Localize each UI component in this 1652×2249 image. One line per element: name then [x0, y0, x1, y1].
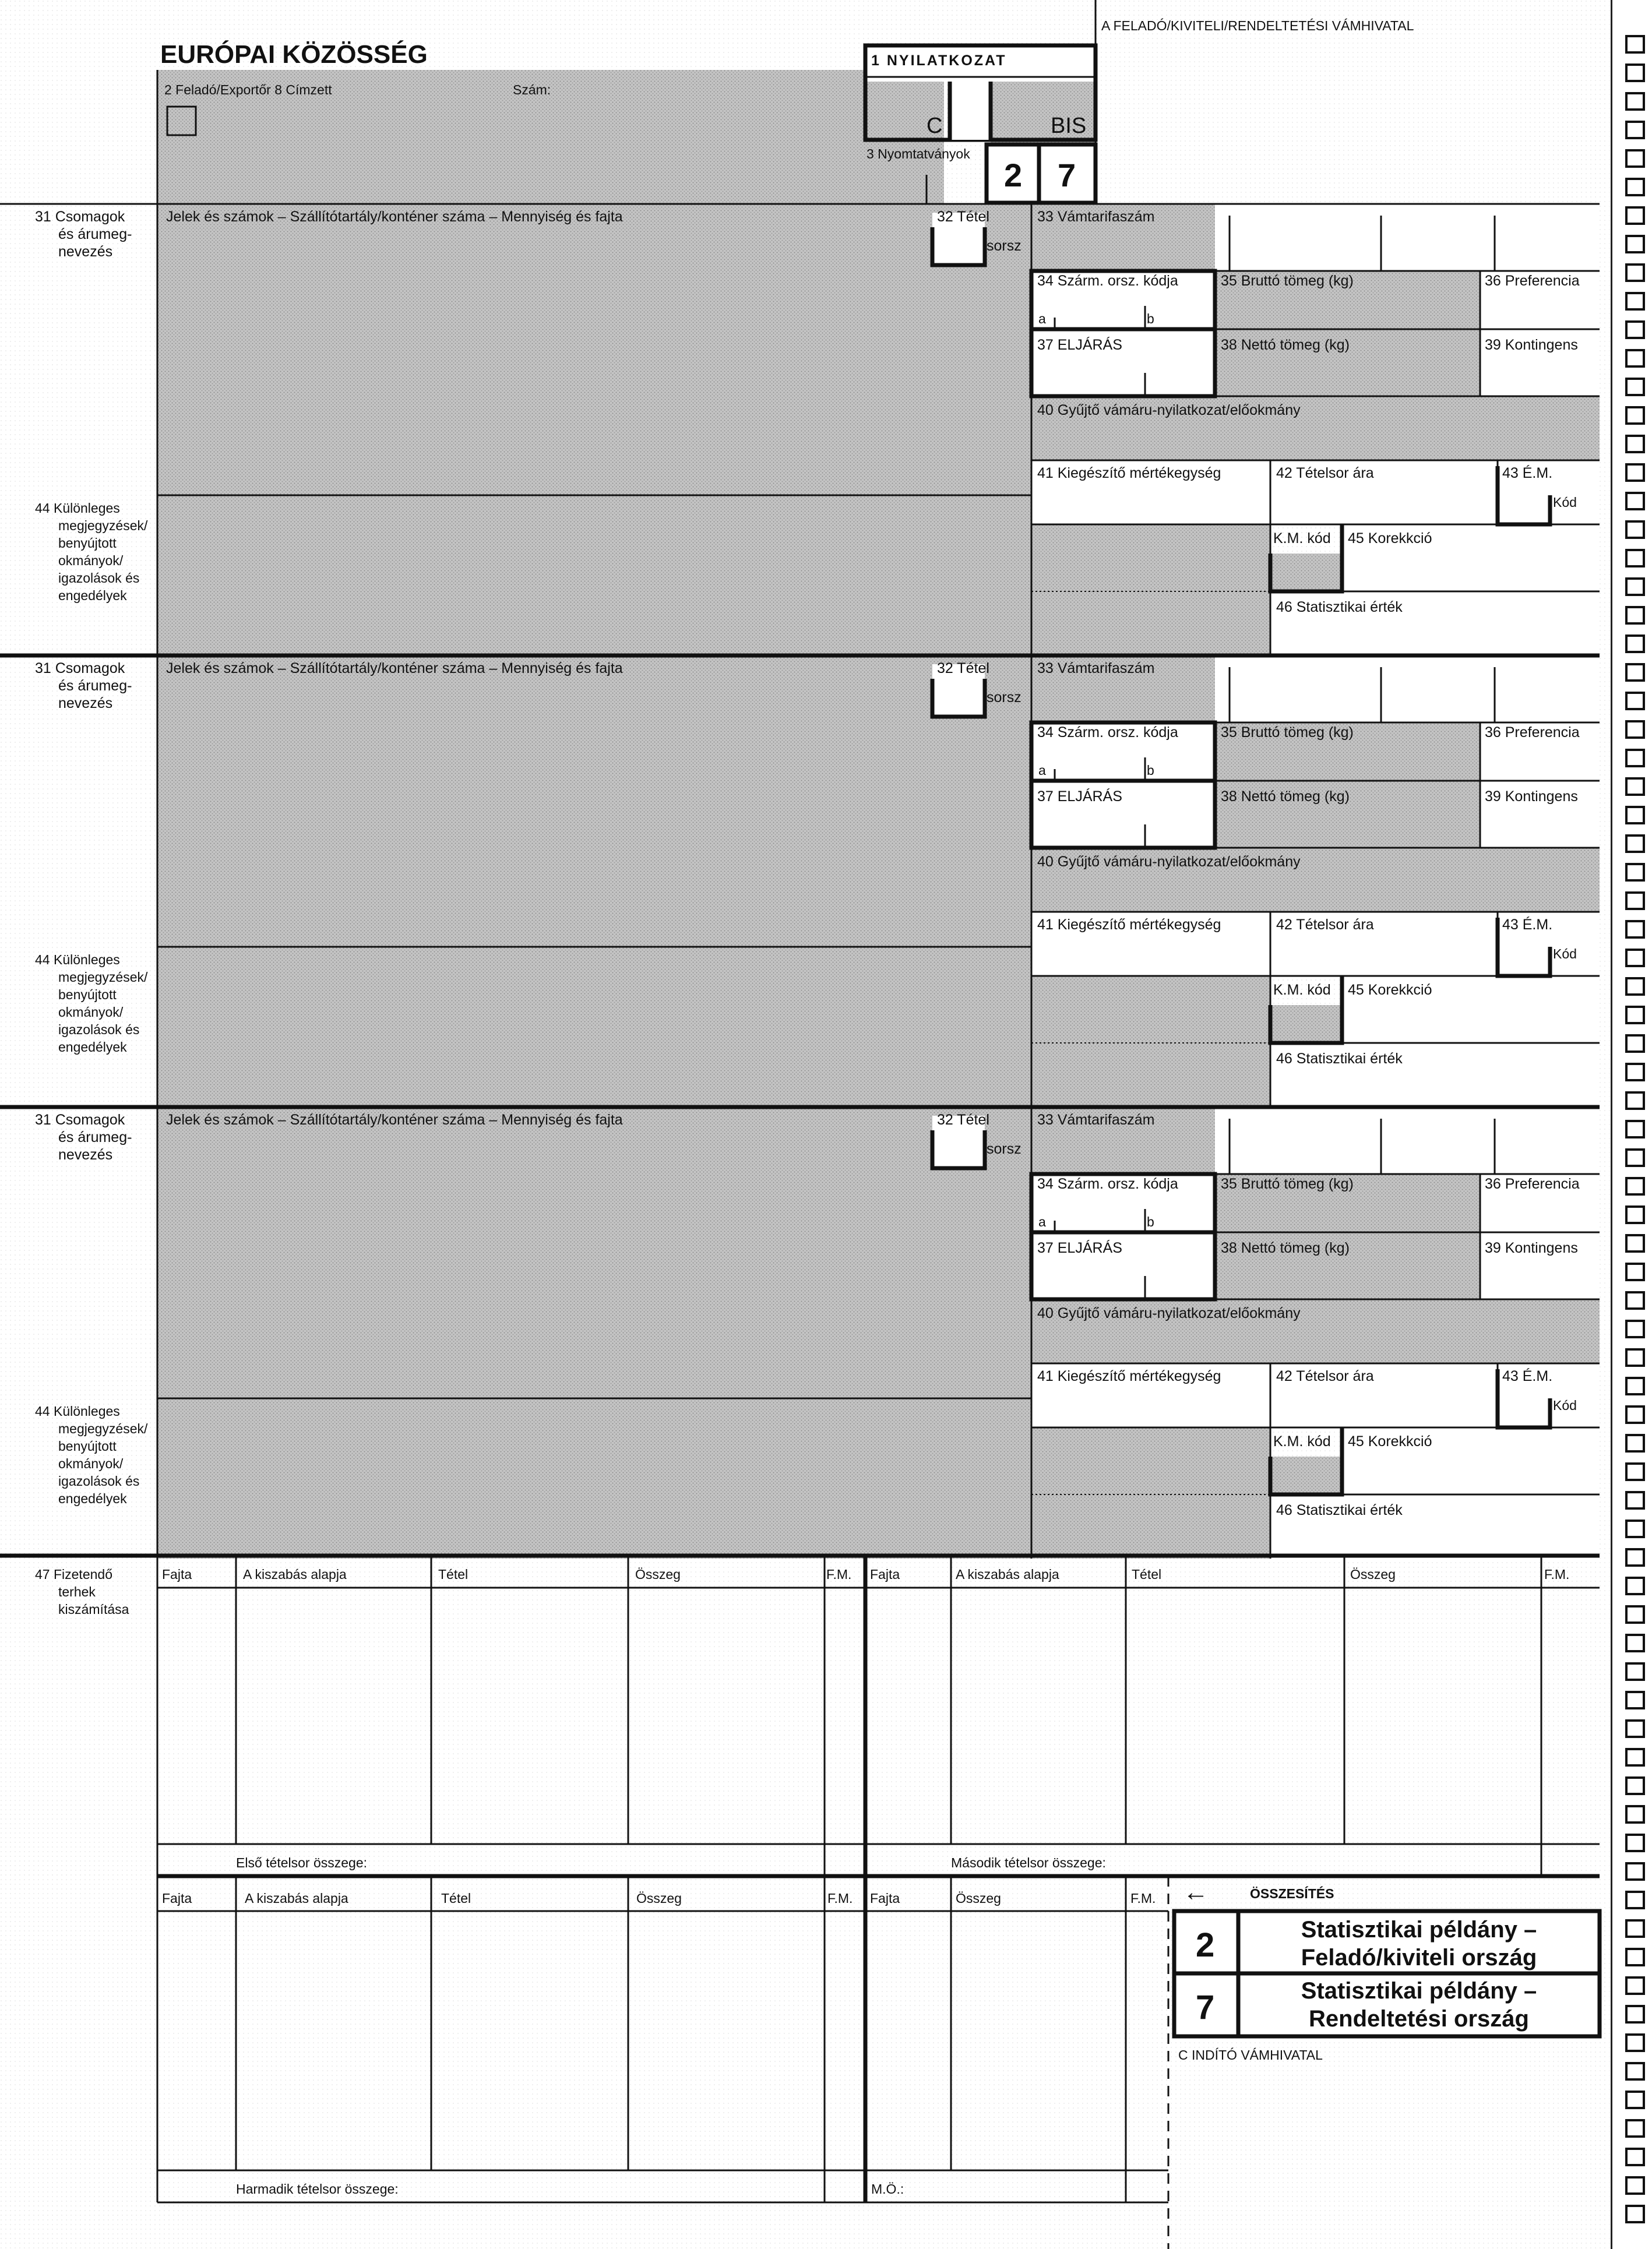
copy-right-number: 7	[1058, 157, 1076, 193]
feed-hole	[1625, 1662, 1645, 1681]
b44-label-2: megjegyzések/	[58, 970, 148, 985]
declaration-label: 1 NYILATKOZAT	[871, 52, 1007, 69]
charges-fajta-4: Fajta	[870, 1891, 900, 1906]
preference-label: 36 Preferencia	[1485, 724, 1580, 741]
gross-mass-label: 35 Bruttó tömeg (kg)	[1221, 273, 1354, 289]
b44-label-2: megjegyzések/	[58, 518, 148, 533]
feed-hole	[1625, 1320, 1645, 1338]
copy-2-number: 2	[1196, 1926, 1215, 1964]
item-no-label: 32 Tétel	[937, 660, 989, 676]
consignor-label: 2 Feladó/Exportőr 8 Címzett	[164, 82, 332, 97]
b31-label-1: 31 Csomagok	[35, 209, 125, 225]
charges-osszeg-1: Összeg	[635, 1567, 681, 1582]
feed-hole	[1625, 1948, 1645, 1966]
item-no-label: 32 Tétel	[937, 1112, 989, 1128]
item-price-label: 42 Tételsor ára	[1276, 1368, 1374, 1384]
feed-hole	[1625, 320, 1645, 339]
item-price-label: 42 Tételsor ára	[1276, 465, 1374, 481]
charges-alap-3: A kiszabás alapja	[245, 1891, 348, 1906]
feed-hole	[1625, 920, 1645, 939]
tariff-label: 33 Vámtarifaszám	[1037, 209, 1155, 225]
feed-hole	[1625, 2148, 1645, 2166]
origin-label: 34 Szárm. orsz. kódja	[1037, 273, 1178, 289]
feed-hole	[1625, 1805, 1645, 1824]
feed-hole	[1625, 1462, 1645, 1481]
feed-hole	[1625, 1748, 1645, 1767]
statistical-value-label: 46 Statisztikai érték	[1276, 599, 1403, 615]
copy-7-line2: Rendeltetési ország	[1309, 2006, 1529, 2032]
feed-hole	[1625, 2033, 1645, 2052]
summary-label: ÖSSZESÍTÉS	[1250, 1886, 1334, 1901]
feed-hole	[1625, 977, 1645, 996]
feed-hole	[1625, 520, 1645, 539]
feed-hole	[1625, 2062, 1645, 2081]
b44-label-6: engedélyek	[58, 588, 127, 603]
feed-hole	[1625, 1719, 1645, 1738]
feed-hole	[1625, 35, 1645, 54]
number-label: Szám:	[513, 82, 551, 97]
net-mass-label: 38 Nettó tömeg (kg)	[1221, 1240, 1350, 1256]
marks-label: Jelek és számok – Szállítótartály/konténer száma – Mennyiség és fajta	[166, 660, 623, 676]
feed-hole	[1625, 1605, 1645, 1624]
em-label: 43 É.M.	[1502, 465, 1553, 481]
preference-label: 36 Preferencia	[1485, 273, 1580, 289]
quota-label: 39 Kontingens	[1485, 337, 1578, 353]
b31-label-1: 31 Csomagok	[35, 1112, 125, 1128]
feed-hole	[1625, 1405, 1645, 1424]
em-label: 43 É.M.	[1502, 916, 1553, 933]
feed-hole	[1625, 235, 1645, 253]
feed-hole	[1625, 577, 1645, 596]
statistical-value-label: 46 Statisztikai érték	[1276, 1502, 1403, 1518]
declaration-c: C	[927, 114, 943, 138]
feed-hole	[1625, 406, 1645, 425]
procedure-label: 37 ELJÁRÁS	[1037, 337, 1122, 353]
b44-label-1: 44 Különleges	[35, 952, 120, 967]
feed-hole	[1625, 692, 1645, 710]
origin-label: 34 Szárm. orsz. kódja	[1037, 1176, 1178, 1192]
feed-hole	[1625, 292, 1645, 311]
charges-tetel-2: Tétel	[1132, 1567, 1162, 1582]
tariff-label: 33 Vámtarifaszám	[1037, 1112, 1155, 1128]
feed-hole	[1625, 549, 1645, 567]
marks-label: Jelek és számok – Szállítótartály/konténer száma – Mennyiség és fajta	[166, 1112, 623, 1128]
summary-arrow-icon: ←	[1183, 1878, 1209, 1906]
mo-label: M.Ö.:	[871, 2181, 904, 2197]
b44-label-5: igazolások és	[58, 1022, 140, 1037]
sorsz-label: sorsz	[987, 238, 1022, 254]
feed-hole	[1625, 1491, 1645, 1510]
b31-label-3: nevezés	[58, 244, 113, 260]
net-mass-label: 38 Nettó tömeg (kg)	[1221, 337, 1350, 353]
feed-hole	[1625, 777, 1645, 796]
item-price-label: 42 Tételsor ára	[1276, 916, 1374, 933]
kod-label: Kód	[1553, 1398, 1577, 1413]
feed-hole	[1625, 1634, 1645, 1652]
feed-hole	[1625, 64, 1645, 82]
feed-hole	[1625, 1834, 1645, 1852]
b31-label-2: és árumeg-	[58, 226, 132, 242]
summary-declaration-label: 40 Gyűjtő vámáru-nyilatkozat/előokmány	[1037, 402, 1301, 418]
feed-hole	[1625, 634, 1645, 653]
feed-hole	[1625, 720, 1645, 739]
procedure-label: 37 ELJÁRÁS	[1037, 1240, 1122, 1256]
b31-label-3: nevezés	[58, 1147, 113, 1163]
kod-label: Kód	[1553, 946, 1577, 961]
feed-hole	[1625, 1862, 1645, 1881]
km-code-label: K.M. kód	[1273, 1433, 1331, 1450]
charges-fajta-2: Fajta	[870, 1567, 900, 1582]
summary-declaration-label: 40 Gyűjtő vámáru-nyilatkozat/előokmány	[1037, 1305, 1301, 1321]
feed-hole	[1625, 1263, 1645, 1281]
feed-hole	[1625, 806, 1645, 824]
box-a-label: A FELADÓ/KIVITELI/RENDELTETÉSI VÁMHIVATAL	[1101, 18, 1414, 33]
procedure-label: 37 ELJÁRÁS	[1037, 788, 1122, 805]
feed-hole	[1625, 1377, 1645, 1395]
charges-fajta-1: Fajta	[162, 1567, 192, 1582]
feed-hole	[1625, 92, 1645, 111]
feed-hole	[1625, 1348, 1645, 1367]
feed-hole	[1625, 149, 1645, 168]
feed-hole	[1625, 1577, 1645, 1595]
feed-hole	[1625, 1120, 1645, 1138]
feed-hole	[1625, 1434, 1645, 1453]
second-total-label: Második tételsor összege:	[951, 1855, 1106, 1870]
feed-hole	[1625, 378, 1645, 396]
b44-label-4: okmányok/	[58, 1004, 124, 1020]
feed-hole	[1625, 1976, 1645, 1995]
charges-alap-1: A kiszabás alapja	[243, 1567, 347, 1582]
feed-hole	[1625, 606, 1645, 625]
quota-label: 39 Kontingens	[1485, 788, 1578, 805]
correction-label: 45 Korekkció	[1348, 530, 1432, 547]
b44-label-5: igazolások és	[58, 1474, 140, 1489]
feed-hole	[1625, 349, 1645, 368]
copy-2-line1: Statisztikai példány –	[1301, 1917, 1537, 1943]
b44-label-4: okmányok/	[58, 1456, 124, 1471]
feed-hole	[1625, 1776, 1645, 1795]
charges-fm-4: F.M.	[1130, 1891, 1156, 1906]
b44-label-3: benyújtott	[58, 1439, 117, 1454]
first-total-label: Első tételsor összege:	[236, 1855, 368, 1870]
feed-hole	[1625, 1091, 1645, 1110]
charges-fm-2: F.M.	[1544, 1567, 1570, 1582]
origin-label: 34 Szárm. orsz. kódja	[1037, 724, 1178, 741]
office-c-label: C INDÍTÓ VÁMHIVATAL	[1178, 2047, 1323, 2063]
feed-hole	[1625, 2119, 1645, 2138]
feed-hole	[1625, 2205, 1645, 2223]
feed-hole	[1625, 863, 1645, 882]
net-mass-label: 38 Nettó tömeg (kg)	[1221, 788, 1350, 805]
origin-a-label: a	[1038, 763, 1046, 778]
feed-hole	[1625, 435, 1645, 453]
tractor-feed-strip	[1611, 0, 1652, 2249]
b44-label-6: engedélyek	[58, 1491, 127, 1506]
charges-tetel-1: Tétel	[438, 1567, 469, 1582]
origin-b-label: b	[1147, 1214, 1154, 1229]
b44-label-1: 44 Különleges	[35, 1404, 120, 1419]
feed-hole	[1625, 1177, 1645, 1196]
feed-hole	[1625, 949, 1645, 967]
sorsz-label: sorsz	[987, 1141, 1022, 1157]
marks-label: Jelek és számok – Szállítótartály/konténer száma – Mennyiség és fajta	[166, 209, 623, 225]
charges-osszeg-2: Összeg	[1350, 1567, 1396, 1582]
correction-label: 45 Korekkció	[1348, 982, 1432, 998]
gross-mass-label: 35 Bruttó tömeg (kg)	[1221, 724, 1354, 741]
supplementary-units-label: 41 Kiegészítő mértékegység	[1037, 1368, 1221, 1384]
feed-hole	[1625, 891, 1645, 910]
b31-label-3: nevezés	[58, 695, 113, 711]
feed-hole	[1625, 749, 1645, 767]
feed-hole	[1625, 492, 1645, 510]
feed-hole	[1625, 1006, 1645, 1024]
feed-hole	[1625, 2091, 1645, 2109]
feed-hole	[1625, 1291, 1645, 1310]
b44-label-3: benyújtott	[58, 987, 117, 1002]
b47-label-2: terhek	[58, 1584, 96, 1599]
feed-hole	[1625, 1234, 1645, 1253]
b44-label-5: igazolások és	[58, 570, 140, 586]
feed-hole	[1625, 463, 1645, 482]
kod-label: Kód	[1553, 495, 1577, 510]
feed-hole	[1625, 1891, 1645, 1909]
feed-hole	[1625, 663, 1645, 682]
item-no-label: 32 Tétel	[937, 209, 989, 225]
feed-hole	[1625, 1205, 1645, 1224]
feed-hole	[1625, 1520, 1645, 1538]
origin-b-label: b	[1147, 311, 1154, 326]
em-label: 43 É.M.	[1502, 1368, 1553, 1384]
feed-hole	[1625, 263, 1645, 282]
charges-alap-2: A kiszabás alapja	[956, 1567, 1059, 1582]
b31-label-1: 31 Csomagok	[35, 660, 125, 676]
feed-hole	[1625, 206, 1645, 225]
charges-fm-3: F.M.	[827, 1891, 853, 1906]
b31-label-2: és árumeg-	[58, 678, 132, 694]
correction-label: 45 Korekkció	[1348, 1433, 1432, 1450]
charges-osszeg-4: Összeg	[956, 1891, 1001, 1906]
feed-hole	[1625, 1919, 1645, 1938]
charges-fajta-3: Fajta	[162, 1891, 192, 1906]
b44-label-2: megjegyzések/	[58, 1421, 148, 1436]
sorsz-label: sorsz	[987, 689, 1022, 706]
copy-7-number: 7	[1196, 1989, 1215, 2026]
quota-label: 39 Kontingens	[1485, 1240, 1578, 1256]
b44-label-3: benyújtott	[58, 535, 117, 551]
declaration-bis: BIS	[1051, 114, 1087, 138]
b47-label-3: kiszámítása	[58, 1602, 129, 1617]
feed-hole	[1625, 2176, 1645, 2195]
charges-fm-1: F.M.	[826, 1567, 852, 1582]
b44-label-1: 44 Különleges	[35, 500, 120, 516]
b31-label-2: és árumeg-	[58, 1129, 132, 1145]
feed-hole	[1625, 1063, 1645, 1081]
summary-declaration-label: 40 Gyűjtő vámáru-nyilatkozat/előokmány	[1037, 854, 1301, 870]
form-title: EURÓPAI KÖZÖSSÉG	[160, 40, 428, 69]
km-code-label: K.M. kód	[1273, 982, 1331, 998]
copy-left-number: 2	[1004, 157, 1023, 193]
feed-hole	[1625, 178, 1645, 196]
supplementary-units-label: 41 Kiegészítő mértékegység	[1037, 465, 1221, 481]
copy-2-line2: Feladó/kiviteli ország	[1301, 1945, 1537, 1970]
preference-label: 36 Preferencia	[1485, 1176, 1580, 1192]
origin-a-label: a	[1038, 311, 1046, 326]
feed-hole	[1625, 1148, 1645, 1167]
feed-hole	[1625, 1034, 1645, 1053]
copy-7-line1: Statisztikai példány –	[1301, 1978, 1537, 2004]
forms-label: 3 Nyomtatványok	[866, 146, 970, 161]
statistical-value-label: 46 Statisztikai érték	[1276, 1051, 1403, 1067]
km-code-label: K.M. kód	[1273, 530, 1331, 547]
b44-label-6: engedélyek	[58, 1039, 127, 1055]
feed-hole	[1625, 2005, 1645, 2024]
feed-hole	[1625, 121, 1645, 139]
feed-hole	[1625, 1691, 1645, 1709]
supplementary-units-label: 41 Kiegészítő mértékegység	[1037, 916, 1221, 933]
origin-b-label: b	[1147, 763, 1154, 778]
charges-osszeg-3: Összeg	[636, 1891, 682, 1906]
tariff-label: 33 Vámtarifaszám	[1037, 660, 1155, 676]
charges-tetel-3: Tétel	[441, 1891, 471, 1906]
b44-label-4: okmányok/	[58, 553, 124, 568]
b47-label-1: 47 Fizetendő	[35, 1567, 112, 1582]
origin-a-label: a	[1038, 1214, 1046, 1229]
feed-hole	[1625, 1548, 1645, 1567]
gross-mass-label: 35 Bruttó tömeg (kg)	[1221, 1176, 1354, 1192]
third-total-label: Harmadik tételsor összege:	[236, 2181, 399, 2197]
feed-hole	[1625, 834, 1645, 853]
